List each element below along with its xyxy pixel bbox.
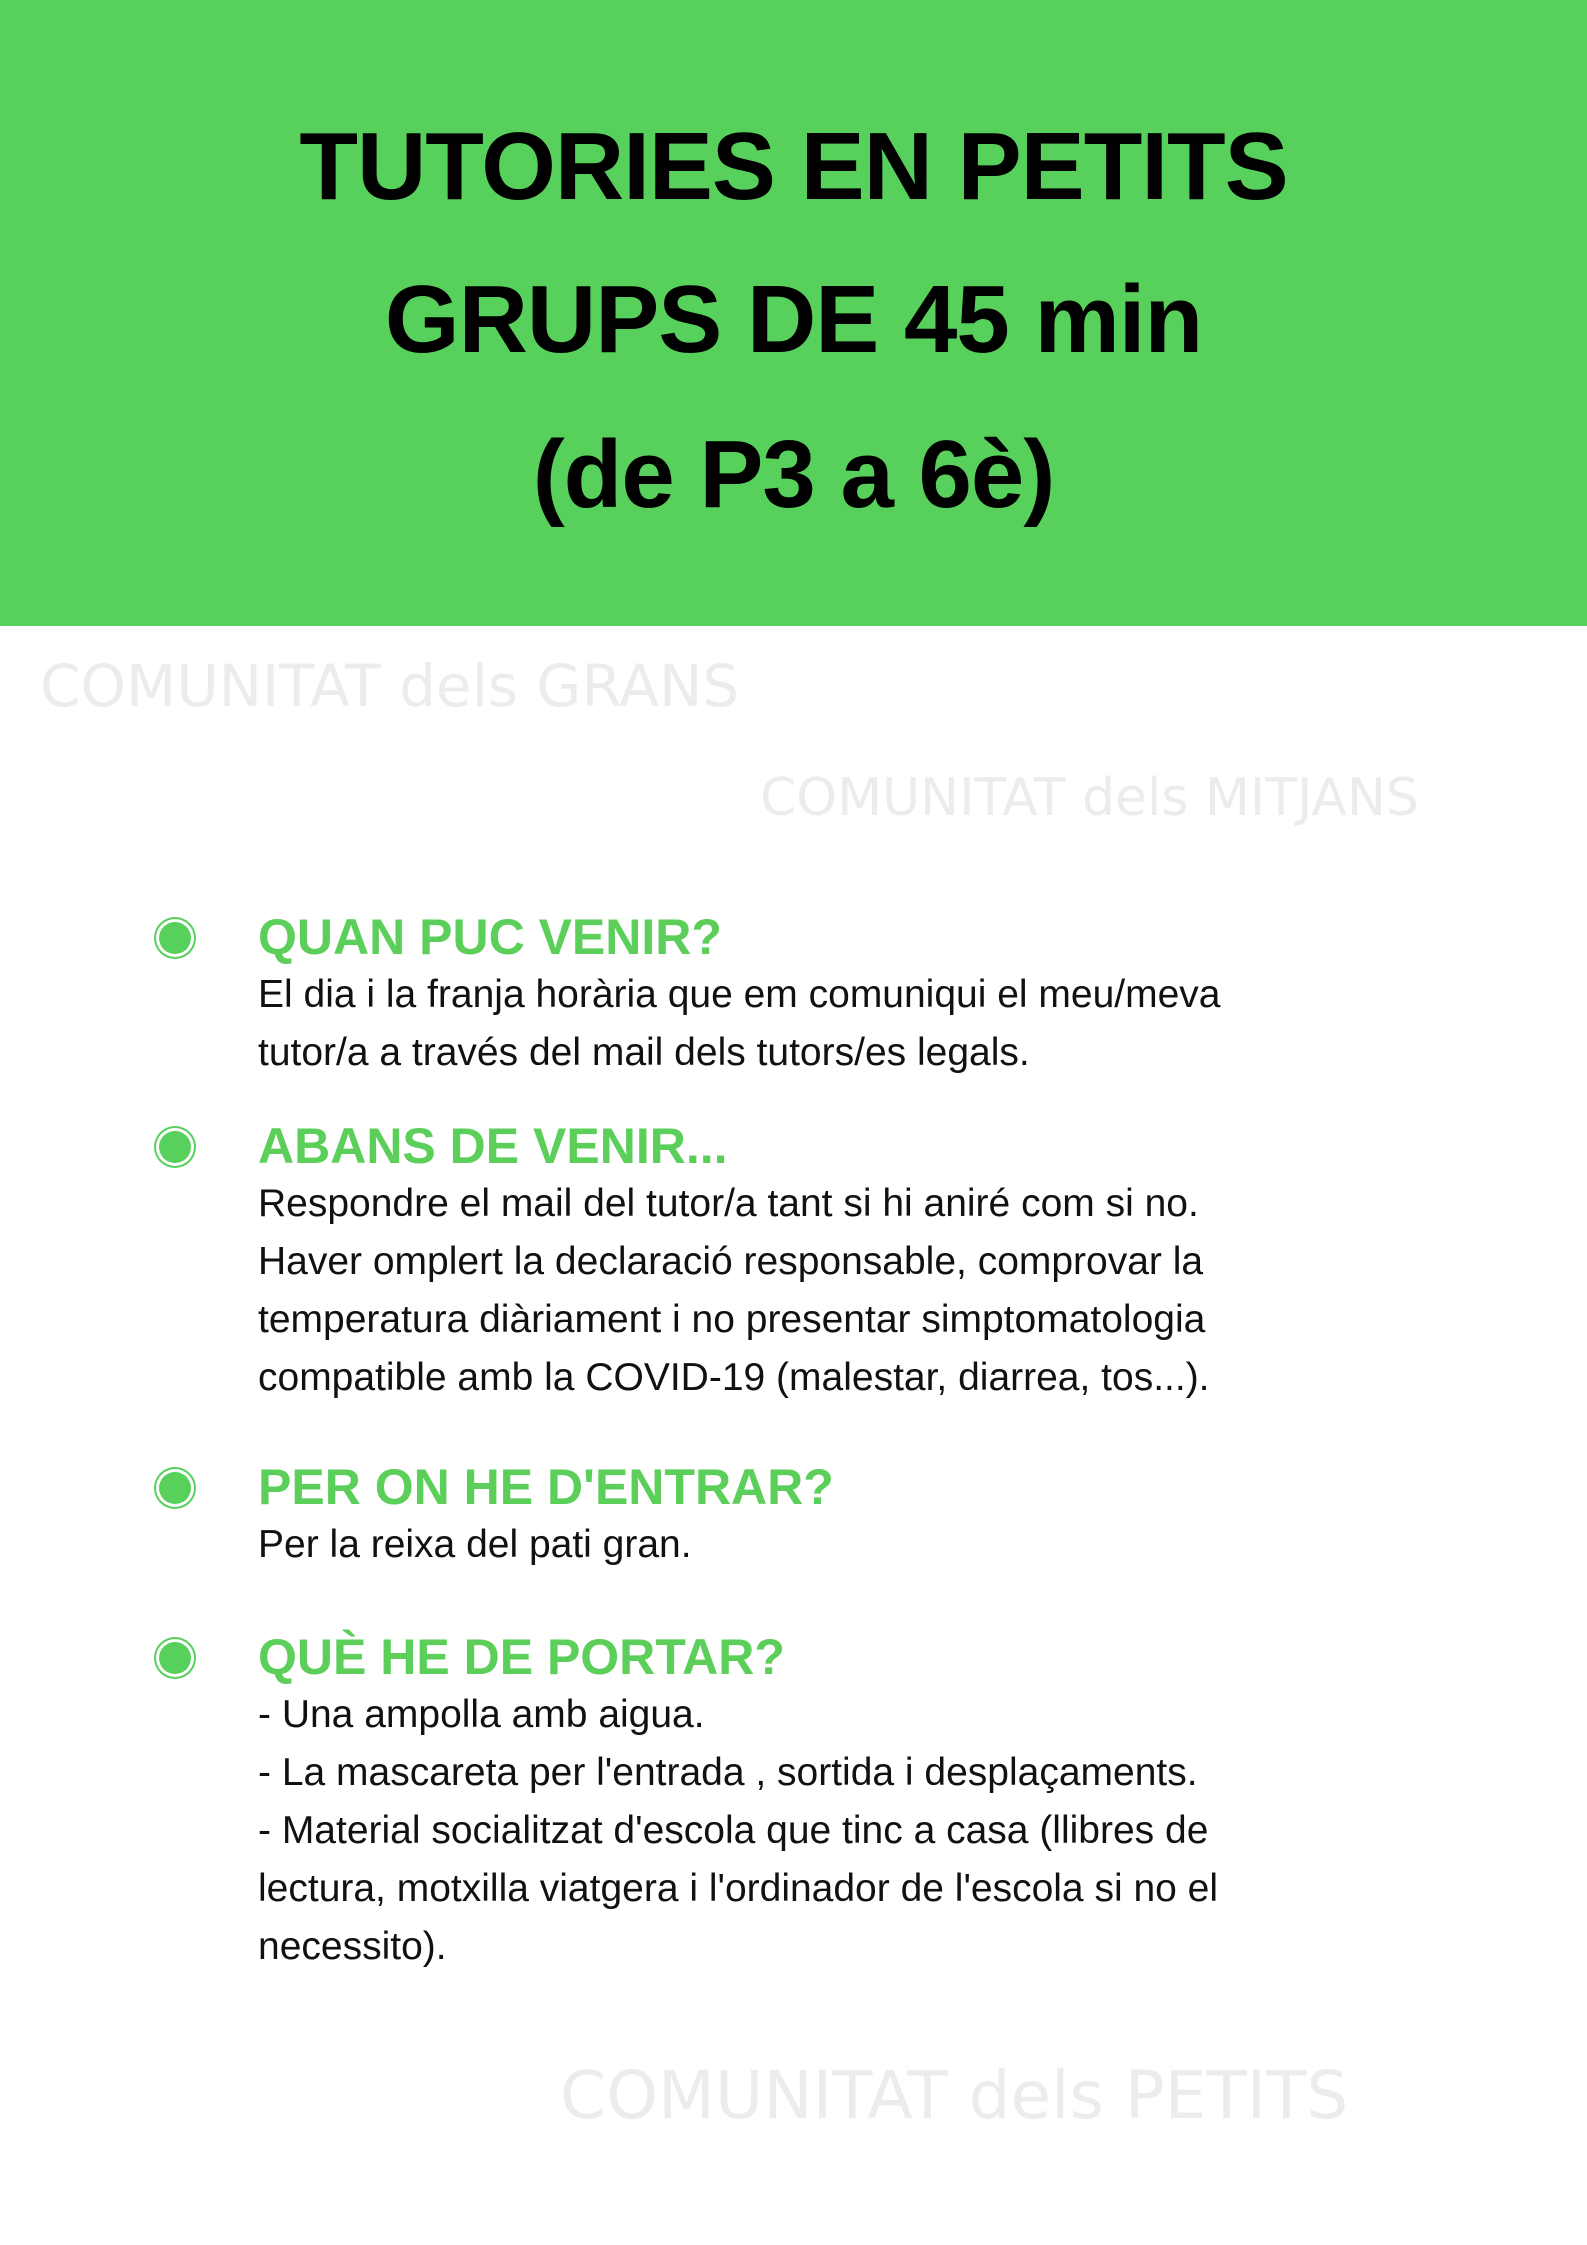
section-when	[258, 908, 1221, 1082]
bullet-icon	[159, 1642, 191, 1674]
title-line-2: GRUPS DE 45 min	[384, 266, 1203, 373]
title-line-3: (de P3 a 6è)	[532, 421, 1055, 528]
watermark-mitjans: COMUNITAT dels MITJANS	[760, 768, 1419, 828]
section-line: Haver omplert la declaració responsable, comprovar la	[258, 1240, 1204, 1283]
watermark-grans: COMUNITAT dels GRANS	[40, 652, 740, 720]
section-entrance	[258, 1458, 834, 1574]
section-heading: PER ON HE D'ENTRAR?	[258, 1459, 834, 1515]
section-line: Per la reixa del pati gran.	[258, 1523, 692, 1566]
section-line: necessito).	[258, 1925, 447, 1968]
section-heading: ABANS DE VENIR...	[258, 1118, 728, 1174]
header-banner	[0, 0, 1587, 626]
bullet-icon	[159, 1131, 191, 1163]
bullet-icon	[159, 1472, 191, 1504]
section-before	[258, 1117, 1210, 1407]
section-line: Respondre el mail del tutor/a tant si hi aniré com si no.	[258, 1182, 1199, 1225]
section-line: temperatura diàriament i no presentar simptomatologia	[258, 1298, 1206, 1341]
title-line-1: TUTORIES EN PETITS	[299, 113, 1288, 220]
section-line: - Material socialitzat d'escola que tinc a casa (llibres de	[258, 1809, 1209, 1852]
section-line: lectura, motxilla viatgera i l'ordinador de l'escola si no el	[258, 1867, 1219, 1910]
section-line: - Una ampolla amb aigua.	[258, 1693, 705, 1736]
section-line: El dia i la franja horària que em comuniqui el meu/meva	[258, 973, 1221, 1016]
section-bring	[258, 1628, 1218, 1976]
section-heading: QUAN PUC VENIR?	[258, 909, 722, 965]
section-line: tutor/a a través del mail dels tutors/es legals.	[258, 1031, 1030, 1074]
bullet-icon	[159, 922, 191, 954]
section-line: - La mascareta per l'entrada , sortida i desplaçaments.	[258, 1751, 1198, 1794]
watermark-petits: COMUNITAT dels PETITS	[560, 2057, 1349, 2134]
section-line: compatible amb la COVID-19 (malestar, diarrea, tos...).	[258, 1356, 1210, 1399]
section-heading: QUÈ HE DE PORTAR?	[258, 1629, 785, 1685]
